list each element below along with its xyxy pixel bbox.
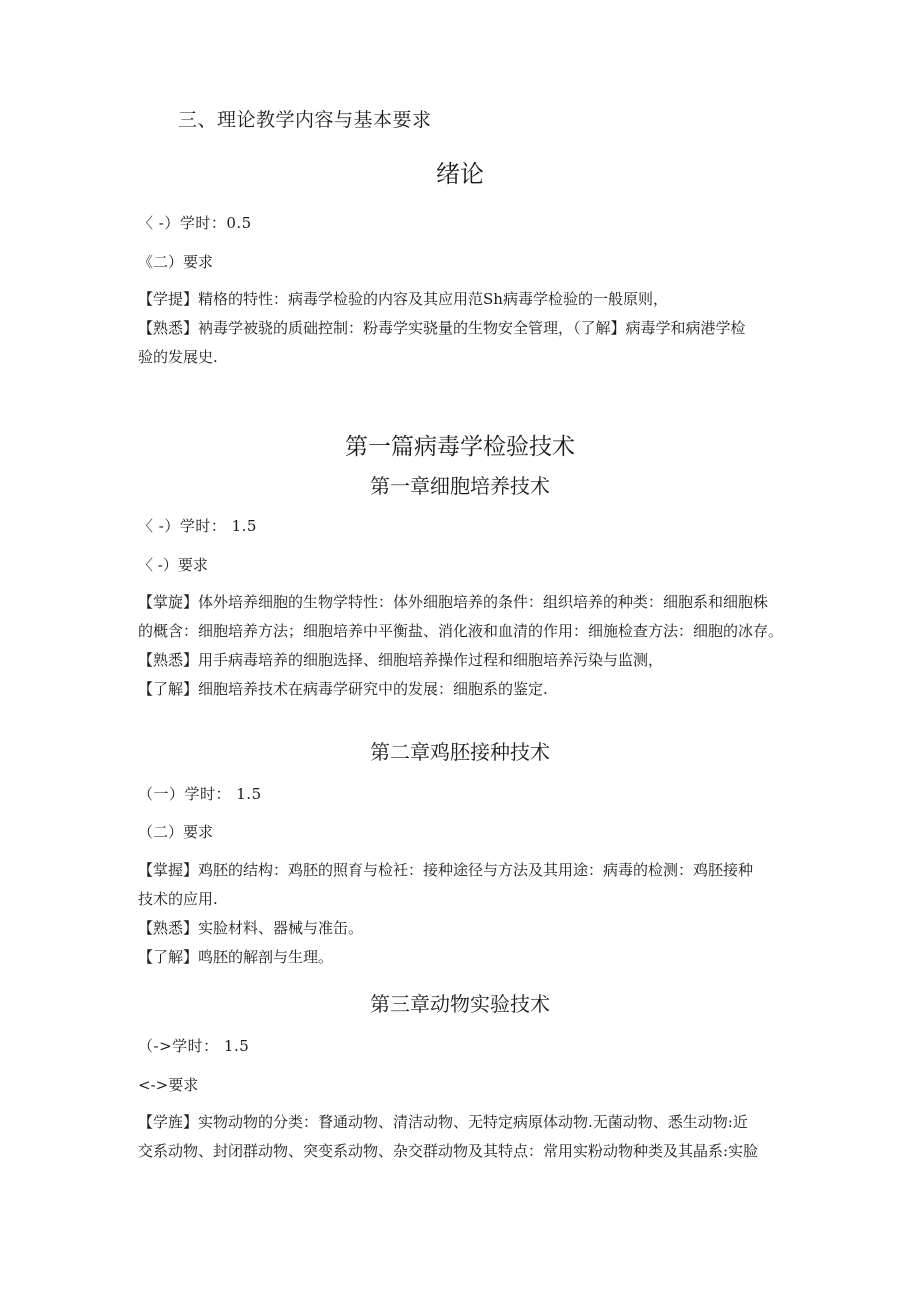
chapter2-line-1: 【掌握】鸡胚的结构：鸡胚的照育与检衽：接种途径与方法及其用途：病毒的检测：鸡胚接种 bbox=[138, 861, 754, 879]
chapter1-line-4: 【了解】细胞培养技术在病毒学研究中的发展：细胞系的鉴定. bbox=[138, 680, 548, 698]
chapter3-requirements-label: <->要求 bbox=[138, 1076, 199, 1094]
chapter2-requirements bbox=[138, 856, 788, 972]
intro-hours: 〈 -）学时：0.5 bbox=[138, 214, 252, 232]
intro-line-2: 【熟悉】衲毒学被骁的质础控制：粉毒学实骁量的生物安全管理，（了解】病毒学和病港学检 bbox=[138, 319, 746, 337]
intro-requirements bbox=[138, 285, 788, 372]
chapter2-line-2: 技术的应用. bbox=[138, 890, 218, 908]
part1-title: 第一篇病毒学检验技术 bbox=[345, 434, 575, 460]
chapter3-line-2: 交系动物、封闭群动物、突变系动物、杂交群动物及其特点：常用实粉动物种类及其晶系:实脸 bbox=[138, 1142, 759, 1160]
chapter3-line-1: 【学旌】实物动物的分类：瞀通动物、清洁动物、无特定病原体动物.无菌动物、悉生动物:近 bbox=[138, 1113, 748, 1131]
section-heading: 三、理论教学内容与基本要求 bbox=[178, 109, 432, 131]
chapter3-requirements bbox=[138, 1108, 788, 1166]
chapter3-title: 第三章动物实验技术 bbox=[370, 992, 550, 1016]
chapter1-title: 第一章细胞培养技术 bbox=[370, 474, 550, 498]
chapter1-requirements-label: 〈 -）要求 bbox=[138, 556, 208, 574]
intro-requirements-label: 《二）要求 bbox=[138, 253, 214, 271]
chapter1-line-3: 【熟悉】用手病毒培养的细胞选择、细胞培养操作过程和细胞培养污染与监测， bbox=[138, 651, 664, 669]
intro-title: 绪论 bbox=[436, 160, 484, 188]
chapter2-line-3: 【熟悉】实脸材料、器械与准缶。 bbox=[138, 919, 364, 937]
chapter2-hours: （一）学时： 1.5 bbox=[138, 785, 262, 803]
chapter1-requirements bbox=[138, 588, 788, 704]
chapter1-line-1: 【掌旋】体外培养细胞的生物学特性：体外细胞培养的条件：组织培养的种类：细胞系和细胞株 bbox=[138, 593, 769, 611]
chapter2-title: 第二章鸡胚接种技术 bbox=[370, 740, 550, 764]
chapter3-hours: （->学时： 1.5 bbox=[138, 1037, 250, 1055]
chapter2-line-4: 【了解】鸣胚的解剖与生理。 bbox=[138, 948, 334, 966]
chapter1-line-2: 的概含：细胞培养方法；细胞培养中平衡盐、消化液和血清的作用：细施检查方法：细胞的冰存。 bbox=[138, 622, 784, 640]
chapter2-requirements-label: （二）要求 bbox=[138, 823, 214, 841]
intro-line-1: 【学提】精格的特性：病毒学检验的内容及其应用范Sh病毒学检验的一般原则， bbox=[138, 290, 668, 308]
intro-line-3: 验的发展史. bbox=[138, 348, 218, 366]
chapter1-hours: 〈 -）学时： 1.5 bbox=[138, 517, 257, 535]
